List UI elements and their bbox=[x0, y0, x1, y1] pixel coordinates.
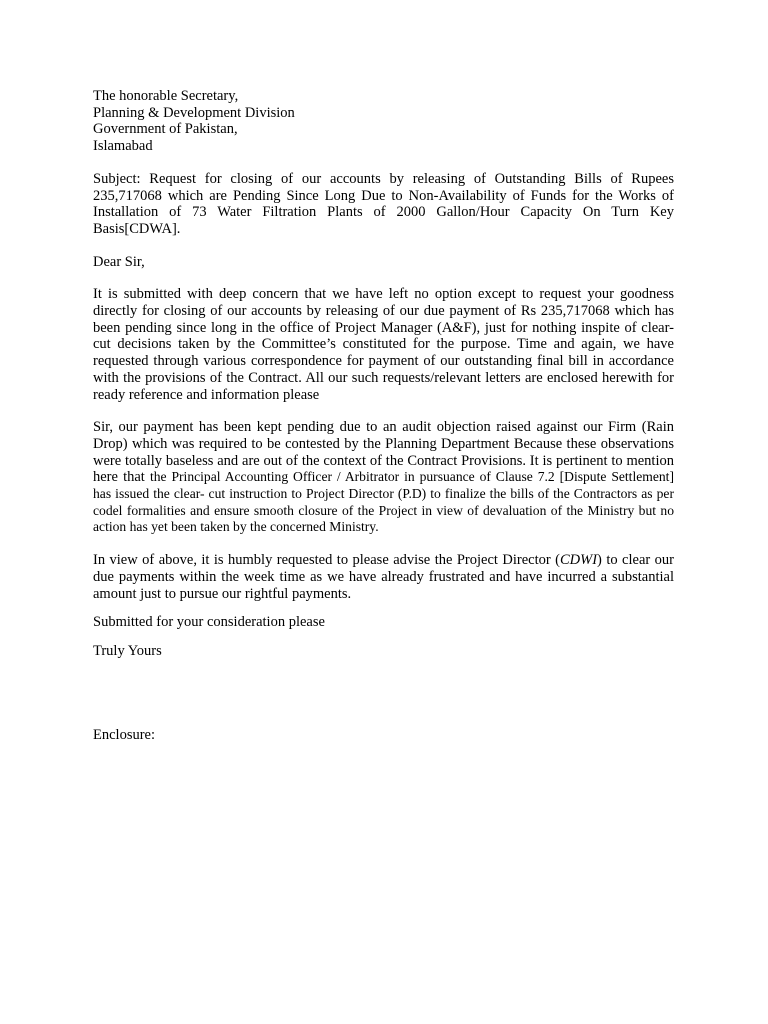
body-paragraph-2-part-2: the Principal Accounting Officer / Arbitrator in pursuance of Clause 7.2 [Dispute Settlement] has issued the clear- cut instruction to Project Director (P.D) to finalize the bills of the Contractors as per codel formalities and ensure smooth closure of the Project in view of devaluation of the Ministry but no action has yet been taken by the concerned Ministry. bbox=[93, 469, 674, 535]
address-line-title: The honorable Secretary, bbox=[93, 88, 239, 104]
address-line-division: Planning & Development Division bbox=[93, 104, 295, 121]
signoff: Truly Yours bbox=[93, 642, 162, 659]
recipient-address bbox=[93, 88, 674, 155]
body-paragraph-3 bbox=[93, 552, 674, 602]
body-paragraph-3-after: ) to clear our due payments within the week time as we have already frustrated and have incurred a substantial amount just to pursue our rightful payments. bbox=[93, 552, 675, 602]
address-line-government: Government of Pakistan, bbox=[93, 121, 238, 138]
salutation: Dear Sir, bbox=[93, 253, 145, 270]
address-line-city: Islamabad bbox=[93, 138, 153, 155]
enclosure-label: Enclosure: bbox=[93, 726, 156, 743]
body-paragraph-3-before: In view of above, it is humbly requested to please advise the Project Director ( bbox=[93, 552, 560, 569]
letter-page bbox=[93, 88, 674, 743]
body-paragraph-3-italic: CDWI bbox=[559, 552, 598, 569]
body-paragraph-2 bbox=[93, 419, 674, 536]
body-paragraph-2-part-1: Sir, our payment has been kept pending due to an audit objection raised against our Firm (Rain Drop) which was required to be contested by the Planning Department Because these observations were totally baseless and are out of the context of the Contract Provisions. It is pertinent to mention here that bbox=[93, 419, 674, 486]
body-paragraph-1: It is submitted with deep concern that we have left no option except to request your goodness directly for closing of our accounts by releasing of our due payment of Rs 235,717068 which has been pending since long in the office of Project Manager (A&F), just for nothing inspite of clear-cut decisions taken by the Committee’s constituted for the purpose. Time and again, we have requested through various correspondence for payment of our outstanding final bill in accordance with the provisions of the Contract. All our such requests/relevant letters are enclosed herewith for ready reference and information please bbox=[93, 286, 674, 403]
letter-subject: Subject: Request for closing of our accounts by releasing of Outstanding Bills of Rupees 235,717068 which are Pending Since Long Due to Non-Availability of Funds for the Works of Installation of 73 Water Filtration Plants of 2000 Gallon/Hour Capacity On Turn Key Basis[CDWA]. bbox=[93, 170, 674, 237]
closing-line: Submitted for your consideration please bbox=[93, 614, 325, 631]
